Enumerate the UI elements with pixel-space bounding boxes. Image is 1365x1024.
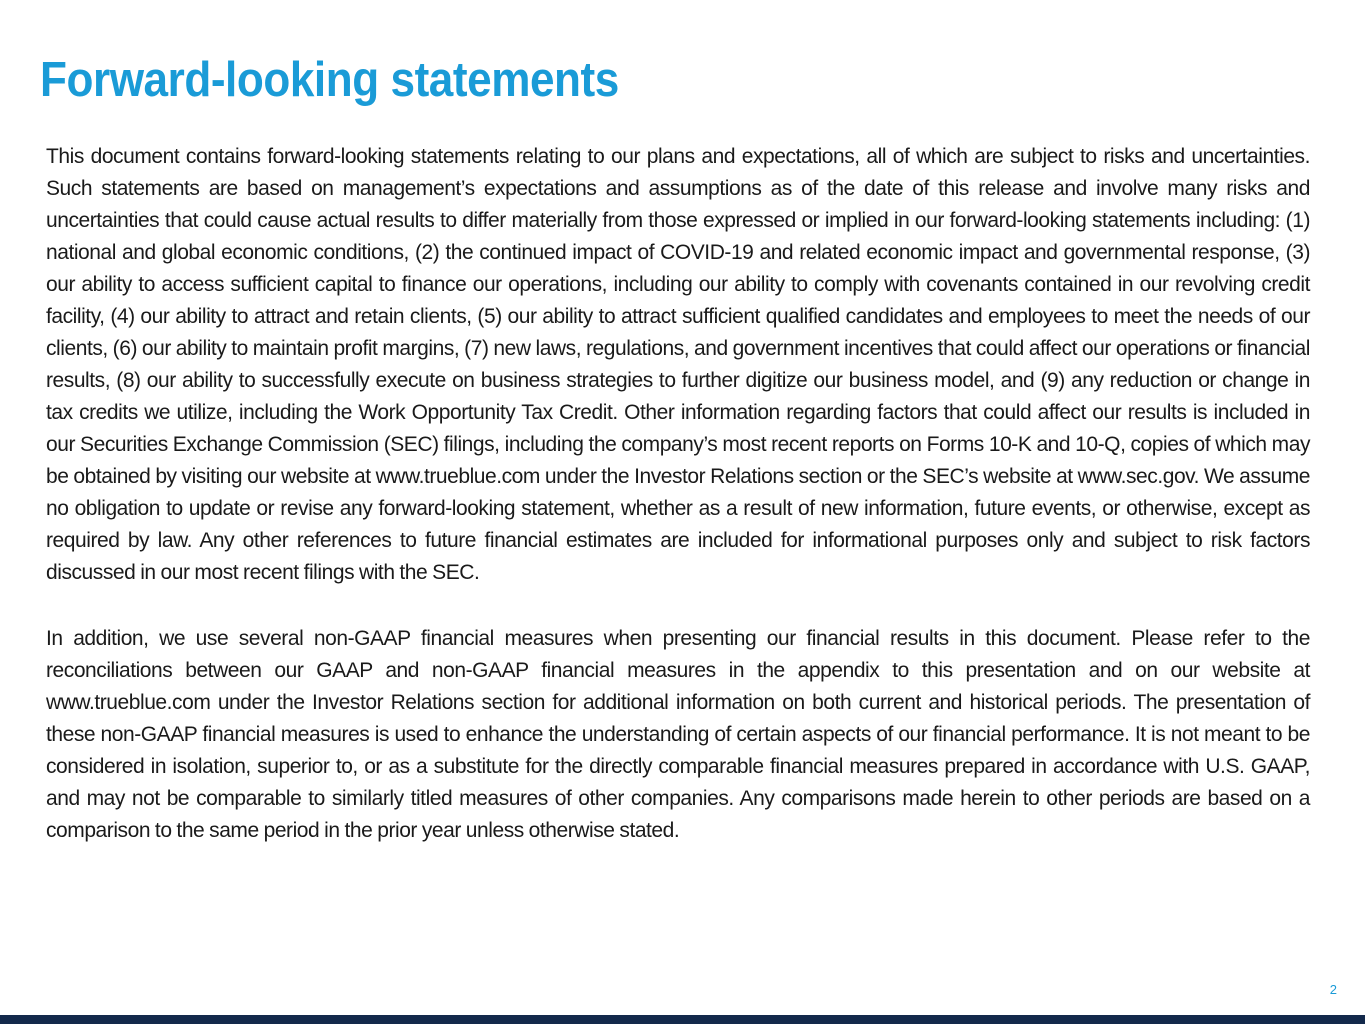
slide-title: Forward-looking statements <box>40 53 619 107</box>
forward-looking-paragraph: This document contains forward-looking statements relating to our plans and expectations, all of which are subject to risks and uncertainties. Such statements are based on management’s expectations and assumptions as of the date of this release and involve many risks and uncertainties that could cause actual results to differ materially from those expressed or implied in our forward-looking statements including: (1) national and global economic conditions, (2) the continued impact of COVID-19 and related economic impact and governmental response, (3) our ability to access sufficient capital to finance our operations, including our ability to comply with covenants contained in our revolving credit facility, (4) our ability to attract and retain clients, (5) our ability to attract sufficient qualified candidates and employees to meet the needs of our clients, (6) our ability to maintain profit margins, (7) new laws, regulations, and government incentives that could affect our operations or financial results, (8) our ability to successfully execute on business strategies to further digitize our business model, and (9) any reduction or change in tax credits we utilize, including the Work Opportunity Tax Credit. Other information regarding factors that could affect our results is included in our Securities Exchange Commission (SEC) filings, including the company’s most recent reports on Forms 10-K and 10-Q, copies of which may be obtained by visiting our website at www.trueblue.com under the Investor Relations section or the SEC’s website at www.sec.gov. We assume no obligation to update or revise any forward-looking statement, whether as a result of new information, future events, or otherwise, except as required by law. Any other references to future financial estimates are included for informational purposes only and subject to risk factors discussed in our most recent filings with the SEC. <box>46 145 1310 584</box>
non-gaap-paragraph: In addition, we use several non-GAAP financial measures when presenting our financial results in this document. Please refer to the reconciliations between our GAAP and non-GAAP financial measures in the appendix to this presentation and on our website at www.trueblue.com under the Investor Relations section for additional information on both current and historical periods. The presentation of these non-GAAP financial measures is used to enhance the understanding of certain aspects of our financial performance. It is not meant to be considered in isolation, superior to, or as a substitute for the directly comparable financial measures prepared in accordance with U.S. GAAP, and may not be comparable to similarly titled measures of other companies. Any comparisons made herein to other periods are based on a comparison to the same period in the prior year unless otherwise stated. <box>46 627 1310 842</box>
body-text <box>46 141 1310 847</box>
footer-bar <box>0 1015 1365 1024</box>
page-number: 2 <box>1329 982 1337 997</box>
